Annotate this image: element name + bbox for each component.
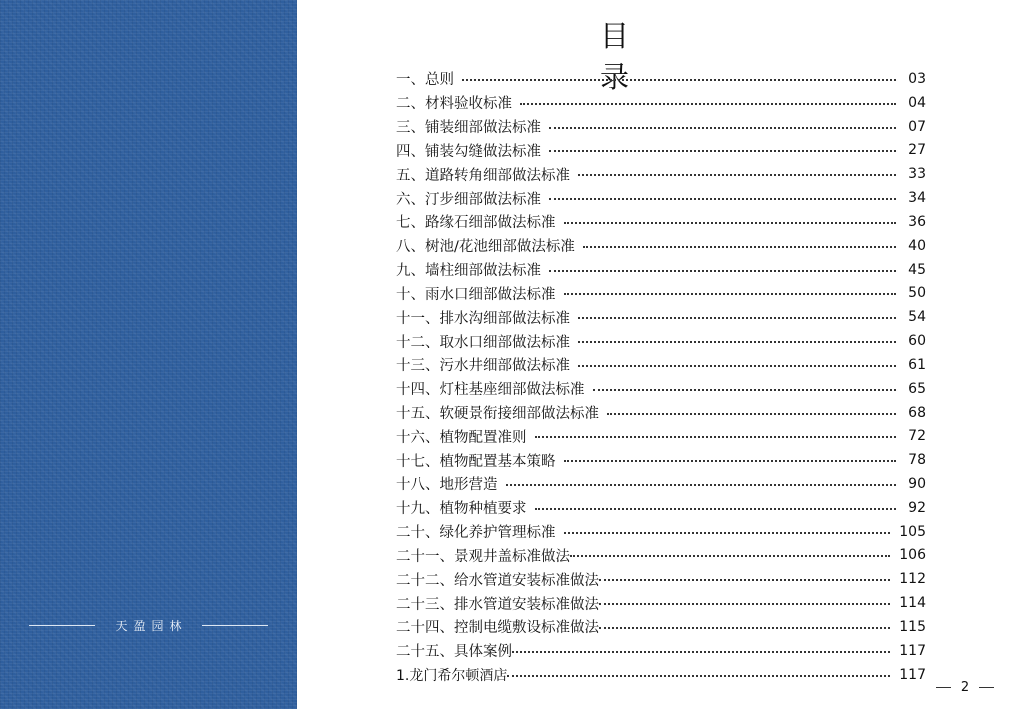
- toc-entry-title: 二十三、排水管道安装标准做法: [396, 596, 599, 613]
- toc-entry[interactable]: [396, 591, 926, 615]
- toc-dot-leader: [564, 532, 891, 534]
- page-title: 目录: [600, 19, 670, 94]
- toc-dot-leader: [583, 246, 896, 248]
- toc-entry[interactable]: [396, 353, 926, 377]
- toc-entry-page: 45: [908, 261, 926, 278]
- toc-dot-leader: [578, 174, 896, 176]
- toc-entry-page: 106: [899, 547, 926, 564]
- toc-entry-page: 34: [908, 190, 926, 207]
- toc-entry-title: 四、铺装勾缝做法标准: [396, 143, 541, 160]
- toc-entry-title: 1.龙门希尔顿酒店: [396, 667, 508, 684]
- toc-entry[interactable]: [396, 544, 926, 568]
- toc-entry[interactable]: [396, 401, 926, 425]
- toc-entry[interactable]: [396, 472, 926, 496]
- toc-entry-title: 五、道路转角细部做法标准: [396, 167, 570, 184]
- brand-mark: [0, 615, 297, 635]
- toc-entry[interactable]: [396, 305, 926, 329]
- toc-entry-page: 36: [908, 213, 926, 230]
- table-of-contents: [396, 67, 926, 687]
- toc-dot-leader: [512, 651, 890, 653]
- toc-entry[interactable]: [396, 138, 926, 162]
- toc-entry-page: 114: [899, 595, 926, 612]
- toc-entry-page: 04: [908, 94, 926, 111]
- toc-dot-leader: [507, 675, 890, 677]
- toc-entry-title: 十五、软硬景衔接细部做法标准: [396, 406, 599, 422]
- toc-entry[interactable]: [396, 186, 926, 210]
- toc-dot-leader: [599, 603, 890, 605]
- toc-dot-leader: [535, 508, 897, 510]
- toc-entry-page: 92: [908, 499, 926, 516]
- toc-entry-title: 八、树池/花池细部做法标准: [396, 239, 575, 256]
- toc-entry-page: 112: [899, 571, 926, 588]
- toc-entry-title: 一、总则: [396, 72, 454, 89]
- toc-dot-leader: [535, 436, 897, 438]
- toc-entry-title: 七、路缘石细部做法标准: [396, 215, 556, 232]
- toc-dot-leader: [549, 270, 896, 272]
- toc-entry[interactable]: [396, 663, 926, 687]
- page-number-value: 2: [960, 679, 970, 695]
- toc-dot-leader: [564, 460, 897, 462]
- toc-dot-leader: [599, 579, 890, 581]
- toc-dot-leader: [578, 365, 896, 367]
- toc-entry[interactable]: [396, 615, 926, 639]
- toc-dot-leader: [549, 150, 896, 152]
- toc-dot-leader: [564, 293, 897, 295]
- toc-dot-leader: [564, 222, 897, 224]
- toc-entry-page: 03: [908, 70, 926, 87]
- toc-entry[interactable]: [396, 448, 926, 472]
- toc-entry[interactable]: [396, 258, 926, 282]
- toc-entry[interactable]: [396, 377, 926, 401]
- toc-dot-leader: [607, 413, 896, 415]
- toc-entry-page: 78: [908, 452, 926, 469]
- toc-entry[interactable]: [396, 91, 926, 115]
- toc-entry-page: 72: [908, 428, 926, 445]
- toc-dot-leader: [570, 555, 890, 557]
- toc-dot-leader: [520, 103, 896, 105]
- toc-entry[interactable]: [396, 424, 926, 448]
- toc-entry[interactable]: [396, 281, 926, 305]
- toc-entry[interactable]: [396, 567, 926, 591]
- toc-entry-page: 68: [908, 404, 926, 421]
- page-number-dash-right: [979, 687, 994, 688]
- toc-entry-title: 二十、绿化养护管理标准: [396, 525, 556, 542]
- toc-entry-page: 50: [908, 285, 926, 302]
- toc-dot-leader: [549, 127, 896, 129]
- cover-side-panel: [0, 0, 297, 709]
- toc-entry-page: 54: [908, 309, 926, 326]
- toc-entry[interactable]: [396, 520, 926, 544]
- brand-rule-left: [29, 625, 95, 626]
- toc-entry[interactable]: [396, 639, 926, 663]
- toc-entry-title: 二十四、控制电缆敷设标准做法: [396, 620, 599, 637]
- toc-entry[interactable]: [396, 329, 926, 353]
- toc-entry-title: 二十五、具体案例: [396, 644, 512, 661]
- toc-entry-title: 二十二、给水管道安装标准做法: [396, 572, 599, 589]
- toc-entry-title: 十二、取水口细部做法标准: [396, 334, 570, 351]
- page-number: [936, 678, 994, 696]
- toc-entry-page: 61: [908, 356, 926, 373]
- toc-entry-title: 十、雨水口细部做法标准: [396, 286, 556, 303]
- toc-entry-title: 十一、排水沟细部做法标准: [396, 310, 570, 327]
- toc-entry-page: 105: [899, 523, 926, 540]
- toc-dot-leader: [578, 317, 896, 319]
- toc-entry[interactable]: [396, 67, 926, 91]
- brand-rule-right: [202, 625, 268, 626]
- toc-entry[interactable]: [396, 115, 926, 139]
- brand-name: 天盈园林: [115, 618, 188, 633]
- toc-entry-title: 十七、植物配置基本策略: [396, 453, 556, 470]
- page-number-dash-left: [936, 687, 951, 688]
- toc-entry[interactable]: [396, 210, 926, 234]
- toc-dot-leader: [462, 79, 896, 81]
- toc-entry-page: 117: [899, 642, 926, 659]
- toc-entry-page: 115: [899, 618, 926, 635]
- toc-entry-title: 十三、污水井细部做法标准: [396, 358, 570, 375]
- toc-entry-title: 三、铺装细部做法标准: [396, 120, 541, 137]
- toc-entry-page: 117: [899, 666, 926, 683]
- toc-entry-page: 90: [908, 475, 926, 492]
- toc-entry-page: 60: [908, 333, 926, 350]
- toc-dot-leader: [549, 198, 896, 200]
- toc-entry-title: 六、汀步细部做法标准: [396, 191, 541, 208]
- toc-entry[interactable]: [396, 234, 926, 258]
- toc-entry-title: 二十一、景观井盖标准做法: [396, 548, 570, 565]
- toc-entry-page: 33: [908, 166, 926, 183]
- toc-dot-leader: [578, 341, 896, 343]
- toc-dot-leader: [593, 389, 897, 391]
- toc-entry-title: 九、墙柱细部做法标准: [396, 263, 541, 280]
- toc-entry-page: 65: [908, 380, 926, 397]
- toc-entry-title: 二、材料验收标准: [396, 96, 512, 113]
- toc-entry[interactable]: [396, 496, 926, 520]
- toc-entry-page: 40: [908, 237, 926, 254]
- toc-entry[interactable]: [396, 162, 926, 186]
- toc-entry-page: 07: [908, 118, 926, 135]
- toc-entry-title: 十六、植物配置准则: [396, 429, 527, 446]
- toc-entry-title: 十四、灯柱基座细部做法标准: [396, 382, 585, 399]
- toc-entry-title: 十八、地形营造: [396, 477, 498, 494]
- toc-dot-leader: [506, 484, 897, 486]
- toc-entry-title: 十九、植物种植要求: [396, 501, 527, 518]
- toc-dot-leader: [599, 627, 890, 629]
- toc-entry-page: 27: [908, 142, 926, 159]
